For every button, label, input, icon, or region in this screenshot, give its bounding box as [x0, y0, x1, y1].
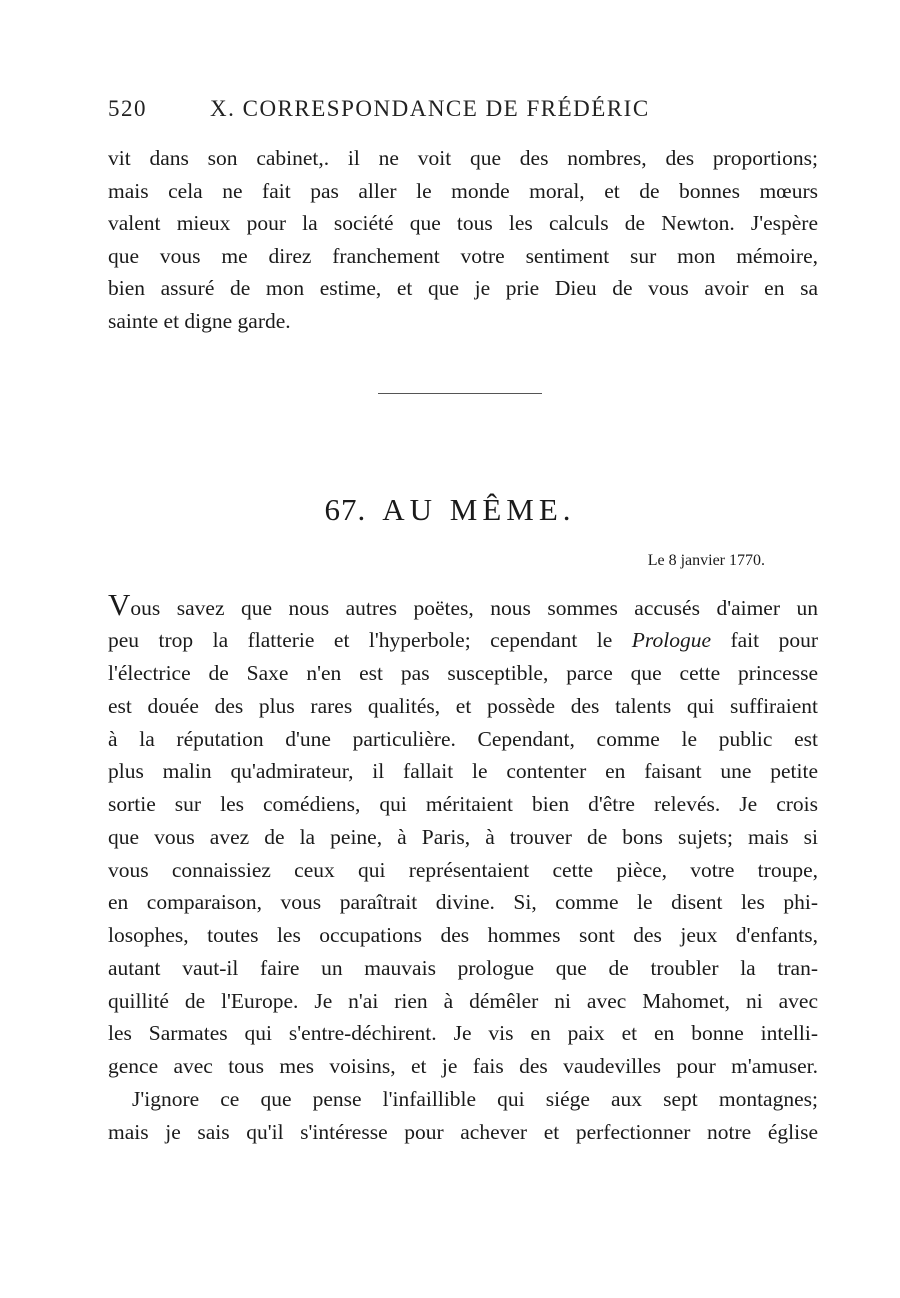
text-line: valent mieux pour la société que tous les calculs de Newton. J'espère: [108, 211, 818, 235]
text-line: mais je sais qu'il s'intéresse pour achever et perfectionner notre église: [108, 1120, 818, 1144]
text-line: losophes, toutes les occupations des hommes sont des jeux d'enfants,: [108, 923, 818, 947]
letter-title: AU MÊME.: [382, 492, 576, 527]
text-line: [108, 626, 818, 654]
text-line: l'électrice de Saxe n'en est pas susceptible, parce que cette princesse: [108, 661, 818, 685]
text-line: à la réputation d'une particulière. Cependant, comme le public est: [108, 727, 818, 751]
text-line: [108, 587, 818, 622]
text-line: vous connaissiez ceux qui représentaient cette pièce, votre troupe,: [108, 858, 818, 882]
text-segment: fait pour: [711, 628, 819, 652]
text-line: en comparaison, vous paraîtrait divine. Si, comme le disent les phi-: [108, 890, 818, 914]
text-line: sortie sur les comédiens, qui méritaient bien d'être relevés. Je crois: [108, 792, 818, 816]
text-line: vit dans son cabinet,. il ne voit que des nombres, des proportions;: [108, 146, 818, 170]
letter-date: Le 8 janvier 1770.: [647, 552, 765, 569]
text-segment: peu trop la flatterie et l'hyperbole; cependant le: [108, 628, 632, 652]
text-line: sainte et digne garde.: [108, 309, 291, 333]
text-line: mais cela ne fait pas aller le monde moral, et de bonnes mœurs: [108, 179, 818, 203]
letter-heading: [0, 492, 900, 528]
text-line: les Sarmates qui s'entre-déchirent. Je vis en paix et en bonne intelli-: [108, 1021, 818, 1045]
text-line: bien assuré de mon estime, et que je prie Dieu de vous avoir en sa: [108, 276, 818, 300]
section-divider: [378, 393, 542, 394]
text-line: autant vaut-il faire un mauvais prologue que de troubler la tran-: [108, 956, 818, 980]
text-line: que vous me direz franchement votre sentiment sur mon mémoire,: [108, 244, 818, 268]
running-title: X. CORRESPONDANCE DE FRÉDÉRIC: [210, 96, 650, 121]
letter-number: 67.: [324, 492, 367, 527]
text-line: gence avec tous mes voisins, et je fais des vaudevilles pour m'amuser.: [108, 1054, 818, 1078]
text-line: plus malin qu'admirateur, il fallait le contenter en faisant une petite: [108, 759, 818, 783]
running-header: [108, 96, 650, 122]
text-line: quillité de l'Europe. Je n'ai rien à démêler ni avec Mahomet, ni avec: [108, 989, 818, 1013]
page-number: 520: [108, 96, 147, 121]
text-line-content: ous savez que nous autres poëtes, nous sommes accusés d'aimer un: [130, 596, 818, 620]
italic-title: Prologue: [631, 628, 711, 652]
text-line: est douée des plus rares qualités, et possède des talents qui suffiraient: [108, 694, 818, 718]
text-line: que vous avez de la peine, à Paris, à trouver de bons sujets; mais si: [108, 825, 818, 849]
drop-cap: V: [108, 587, 131, 622]
text-line: J'ignore ce que pense l'infaillible qui siége aux sept montagnes;: [132, 1087, 818, 1111]
